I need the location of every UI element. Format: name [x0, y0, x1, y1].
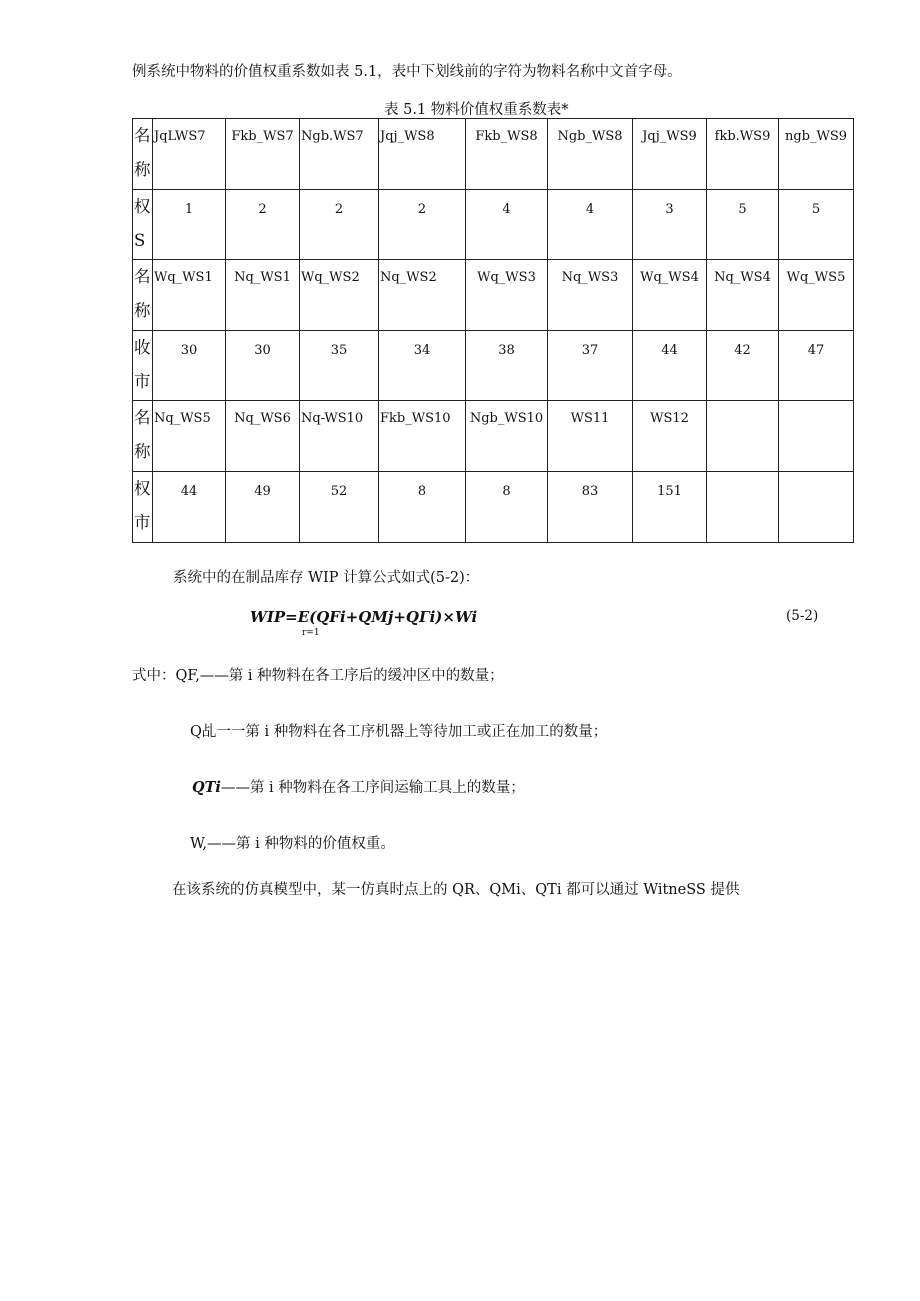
table-cell	[466, 190, 548, 260]
table-cell	[300, 331, 379, 401]
cell-value: 52	[330, 484, 348, 499]
cell-value: 35	[330, 343, 348, 358]
table-cell	[633, 260, 707, 331]
table-cell	[707, 401, 779, 472]
table-cell	[779, 190, 854, 260]
cell-value: 37	[581, 343, 599, 358]
table-cell	[707, 331, 779, 401]
row-header-top: 名	[134, 126, 151, 145]
table-cell	[548, 331, 633, 401]
row-header-bottom: 市	[134, 372, 151, 391]
cell-value: 8	[417, 484, 427, 499]
definition-qt	[192, 776, 525, 797]
row-header	[133, 401, 153, 472]
row-header-bottom: S	[134, 231, 146, 250]
cell-value: 42	[734, 343, 751, 358]
table-cell	[633, 190, 707, 260]
table-cell	[779, 260, 854, 331]
cell-value: Nq_WS1	[234, 270, 291, 285]
row-header-bottom: 称	[134, 160, 151, 179]
cell-value: 4	[502, 202, 511, 217]
table-cell	[153, 401, 226, 472]
table-cell	[300, 401, 379, 472]
table-cell	[633, 331, 707, 401]
cell-value: Ngb_WS8	[557, 129, 623, 144]
table-row	[133, 119, 854, 190]
table-cell	[153, 260, 226, 331]
definition-qm: Q乩一一第 i 种物料在各工序机器上等待加工或正在加工的数量；	[190, 724, 608, 740]
table-row	[133, 472, 854, 543]
cell-value: Wq_WS3	[477, 270, 536, 285]
table-cell	[226, 401, 300, 472]
table-cell	[226, 472, 300, 543]
table-cell	[379, 190, 466, 260]
table-cell	[548, 472, 633, 543]
intro-paragraph: 例系统中物料的价值权重系数如表 5.1，表中下划线前的字符为物料名称中文首字母。	[132, 64, 682, 80]
table-cell	[466, 472, 548, 543]
table-cell	[226, 119, 300, 190]
row-header	[133, 119, 153, 190]
cell-value: 151	[657, 484, 682, 499]
table-cell	[226, 260, 300, 331]
table-cell	[779, 119, 854, 190]
table-cell	[707, 190, 779, 260]
table-cell	[466, 260, 548, 331]
cell-value: Nq_WS5	[154, 411, 211, 426]
cell-value: 5	[811, 202, 821, 217]
table-cell	[379, 472, 466, 543]
table-caption: 表 5.1 物料价值权重系数表*	[384, 102, 569, 118]
closing-paragraph: 在该系统的仿真模型中，某一仿真时点上的 QR、QMi、QTi 都可以通过 WitneSS 提供	[172, 882, 740, 898]
cell-value: 49	[254, 484, 271, 499]
table-cell	[466, 331, 548, 401]
cell-value: 3	[665, 202, 674, 217]
table-cell	[466, 401, 548, 472]
row-header	[133, 472, 153, 543]
cell-value: 44	[180, 484, 198, 499]
cell-value: 2	[417, 202, 427, 217]
cell-value: JqLWS7	[154, 129, 206, 144]
row-header	[133, 260, 153, 331]
formula-number: (5-2)	[786, 608, 819, 624]
cell-value: Nq_WS3	[561, 270, 619, 285]
cell-value: Fkb_WS10	[380, 411, 451, 426]
table-cell	[707, 119, 779, 190]
table-cell	[779, 472, 854, 543]
cell-value: Fkb_WS7	[231, 129, 294, 144]
table-cell	[300, 190, 379, 260]
table-cell	[379, 331, 466, 401]
row-header-top: 名	[134, 267, 151, 286]
cell-value: Wq_WS1	[154, 270, 213, 285]
cell-value: Ngb_WS10	[469, 411, 544, 426]
cell-value: 38	[498, 343, 515, 358]
formula-intro: 系统中的在制品库存 WIP 计算公式如式(5-2)：	[173, 570, 480, 586]
cell-value: 47	[807, 343, 825, 358]
cell-value: 44	[661, 343, 678, 358]
table-cell	[300, 119, 379, 190]
cell-value: Wq_WS2	[301, 270, 360, 285]
weight-table	[132, 118, 854, 543]
row-header-top: 权	[134, 479, 151, 498]
definition-w: W,——第 i 种物料的价值权重。	[190, 836, 395, 852]
table-cell	[153, 119, 226, 190]
cell-value: Nq_WS4	[714, 270, 771, 285]
cell-value: Ngb.WS7	[301, 129, 364, 144]
definition-qf: 式中：QF,——第 i 种物料在各工序后的缓冲区中的数量；	[132, 668, 504, 684]
table-cell	[779, 331, 854, 401]
table-cell	[548, 119, 633, 190]
table-row	[133, 190, 854, 260]
cell-value: 83	[581, 484, 599, 499]
table-cell	[633, 401, 707, 472]
table-cell	[548, 190, 633, 260]
row-header-top: 权	[134, 197, 151, 216]
cell-value: Jqj_WS9	[642, 129, 697, 144]
table-cell	[153, 472, 226, 543]
table-cell	[548, 260, 633, 331]
cell-value: Nq_WS6	[234, 411, 291, 426]
cell-value: 30	[254, 343, 271, 358]
row-header-top: 名	[134, 408, 151, 427]
row-header-bottom: 称	[134, 301, 151, 320]
formula-subscript: r=1	[302, 628, 320, 638]
table-cell	[707, 472, 779, 543]
cell-value: WS12	[650, 411, 689, 426]
cell-value: WS11	[570, 411, 610, 426]
table-cell	[300, 472, 379, 543]
cell-value: 4	[585, 202, 595, 217]
wip-formula: WIP=E(QFi+QMj+QΓi)×Wi	[250, 608, 478, 626]
cell-value: 30	[180, 343, 198, 358]
cell-value: 2	[334, 202, 344, 217]
cell-value: Jqj_WS8	[380, 129, 435, 144]
cell-value: fkb.WS9	[714, 129, 771, 144]
cell-value: Wq_WS4	[640, 270, 699, 285]
table-cell	[153, 190, 226, 260]
cell-value: 2	[258, 202, 267, 217]
table-cell	[633, 119, 707, 190]
cell-value: Wq_WS5	[786, 270, 846, 285]
row-header	[133, 331, 153, 401]
table-row	[133, 260, 854, 331]
row-header-bottom: 市	[134, 513, 151, 532]
table-cell	[153, 331, 226, 401]
cell-value: 34	[413, 343, 431, 358]
table-cell	[466, 119, 548, 190]
row-header	[133, 190, 153, 260]
table-cell	[300, 260, 379, 331]
definition-symbol: QTi	[192, 779, 221, 796]
cell-value: Nq-WS10	[301, 411, 364, 426]
table-cell	[379, 119, 466, 190]
table-cell	[226, 331, 300, 401]
table-row	[133, 331, 854, 401]
row-header-top: 收	[134, 338, 151, 357]
table-cell	[633, 472, 707, 543]
table-cell	[226, 190, 300, 260]
cell-value: 8	[502, 484, 511, 499]
cell-value: 1	[184, 202, 194, 217]
cell-value: Nq_WS2	[380, 270, 437, 285]
table-cell	[379, 401, 466, 472]
table-cell	[707, 260, 779, 331]
cell-value: ngb_WS9	[784, 129, 848, 144]
table-cell	[379, 260, 466, 331]
cell-value: 5	[738, 202, 747, 217]
row-header-bottom: 称	[134, 442, 151, 461]
table-cell	[779, 401, 854, 472]
table-row	[133, 401, 854, 472]
definition-qt-text: ——第 i 种物料在各工序间运输工具上的数量；	[220, 780, 525, 796]
cell-value: Fkb_WS8	[475, 129, 538, 144]
table-cell	[548, 401, 633, 472]
